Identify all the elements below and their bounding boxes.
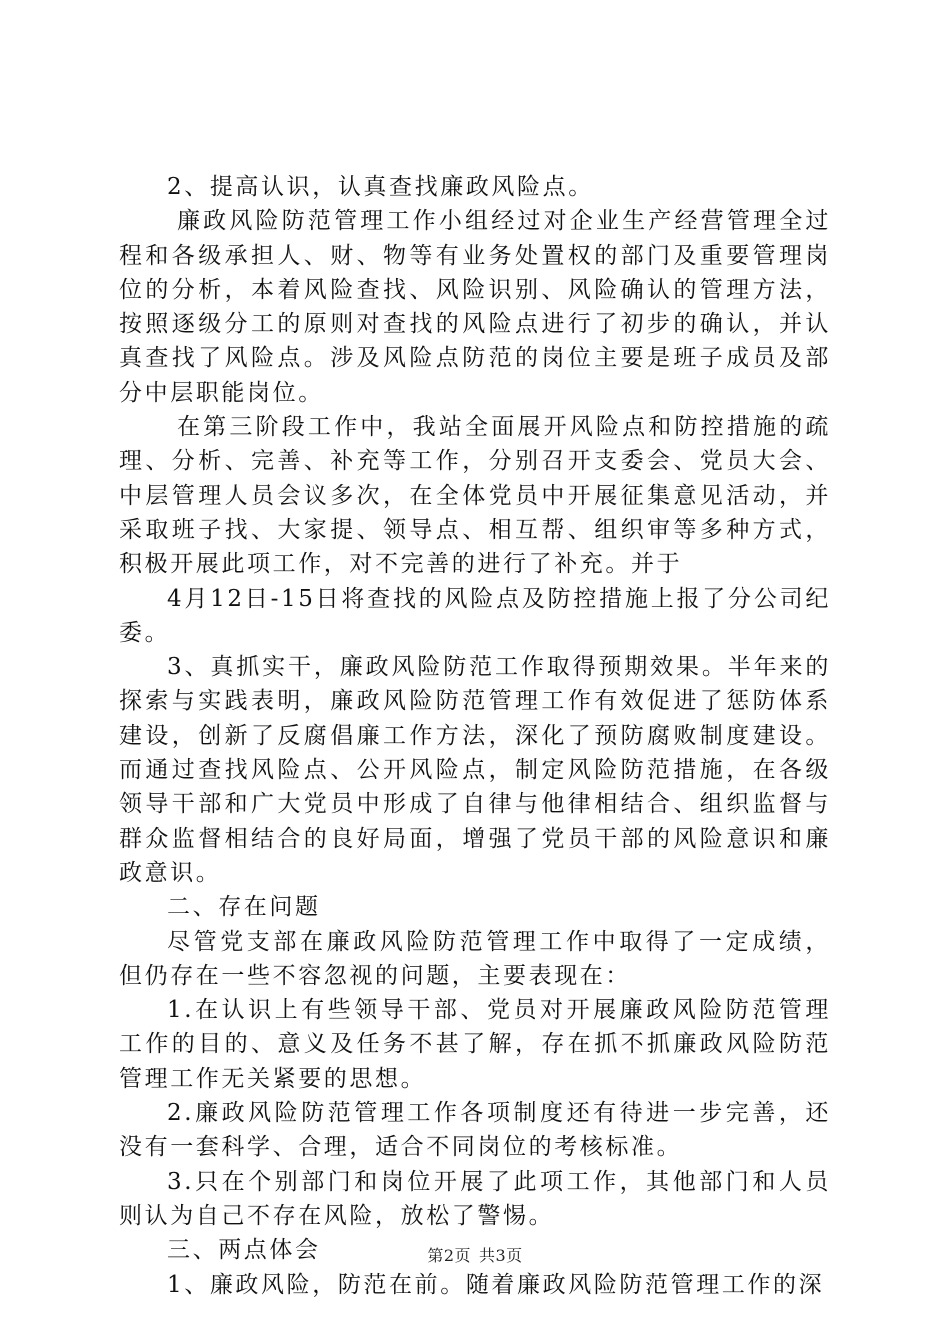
section-heading-experience: 三、两点体会 xyxy=(167,1237,321,1264)
paragraph-heading-3: 3、真抓实干，廉政风险防范工作取得预期效果。半年来的探索与实践表明，廉政风险防范管理工作有效促进了惩防体系建设，创新了反腐倡廉工作方法，深化了预防腐败制度建设。而通过查找风险点、公开风险点，制定风险防范措施，在各级领导干部和广大党员中形成了自律与他律相结合、组织监督与群众监督相结合的良好局面，增强了党员干部的风险意识和廉政意识。 xyxy=(119,654,831,886)
page-footer xyxy=(0,1243,950,1266)
page-total: 共3页 xyxy=(479,1246,523,1265)
list-item-problem-3: 3.只在个别部门和岗位开展了此项工作，其他部门和人员则认为自己不存在风险，放松了警惕。 xyxy=(119,1168,831,1229)
paragraph-heading-2: 2、提高认识，认真查找廉政风险点。 xyxy=(167,174,594,200)
list-item-problem-1: 1.在认识上有些领导干部、党员对开展廉政风险防范管理工作的目的、意义及任务不甚了解，存在抓不抓廉政风险防范管理工作无关紧要的思想。 xyxy=(119,997,831,1092)
paragraph-problems-intro: 尽管党支部在廉政风险防范管理工作中取得了一定成绩，但仍存在一些不容忽视的问题，主要表现在： xyxy=(119,928,831,989)
page-number: 第2页 xyxy=(427,1246,471,1265)
paragraph-third-stage: 在第三阶段工作中，我站全面展开风险点和防控措施的疏理、分析、完善、补充等工作，分别召开支委会、党员大会、中层管理人员会议多次，在全体党员中开展征集意见活动，并采取班子找、大家提、领导点、相互帮、组织审等多种方式，积极开展此项工作，对不完善的进行了补充。并于 xyxy=(119,414,831,578)
list-item-problem-2: 2.廉政风险防范管理工作各项制度还有待进一步完善，还没有一套科学、合理，适合不同岗位的考核标准。 xyxy=(119,1100,831,1161)
paragraph-experience-1: 1、廉政风险，防范在前。随着廉政风险防范管理工作的深 xyxy=(167,1271,825,1298)
paragraph-report-date: 4月12日-15日将查找的风险点及防控措施上报了分公司纪委。 xyxy=(119,585,831,646)
section-heading-problems: 二、存在问题 xyxy=(167,894,321,921)
document-body xyxy=(119,170,831,1302)
paragraph-risk-search: 廉政风险防范管理工作小组经过对企业生产经营管理全过程和各级承担人、财、物等有业务处置权的部门及重要管理岗位的分析，本着风险查找、风险识别、风险确认的管理方法，按照逐级分工的原则对查找的风险点进行了初步的确认，并认真查找了风险点。涉及风险点防范的岗位主要是班子成员及部分中层职能岗位。 xyxy=(119,208,831,406)
